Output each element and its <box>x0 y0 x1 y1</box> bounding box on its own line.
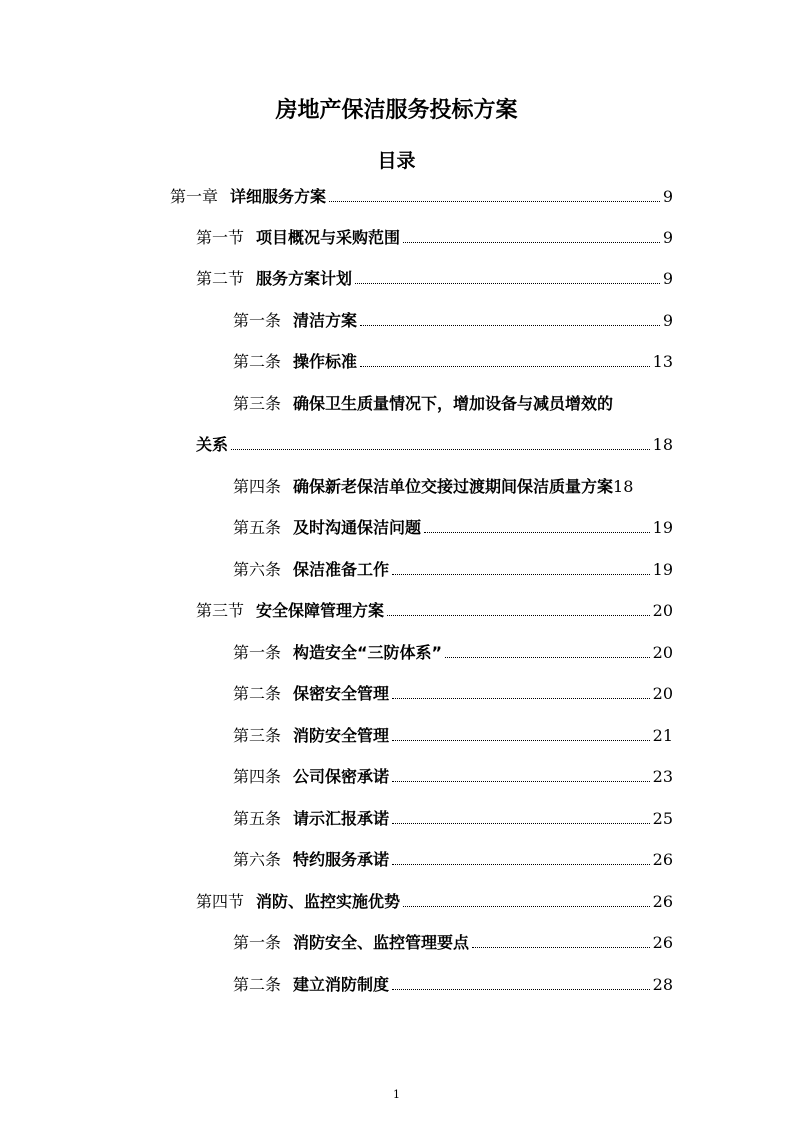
toc-entry-label: 建立消防制度 <box>293 975 390 994</box>
toc-leader-dots <box>360 366 650 367</box>
toc-entry-page: 19 <box>652 518 673 537</box>
toc-leader-dots <box>329 201 660 202</box>
toc-entry-page: 26 <box>652 892 673 911</box>
toc-entry-label: 消防安全、监控管理要点 <box>293 933 470 952</box>
toc-entry-section-4[interactable] <box>196 889 673 915</box>
toc-entry-page: 19 <box>652 560 673 579</box>
toc-leader-dots <box>445 657 650 658</box>
toc-entry-number: 第一条 <box>233 933 282 952</box>
toc-entry-label: 确保卫生质量情况下，增加设备与减员增效的 <box>293 394 614 413</box>
toc-entry-page: 18 <box>652 435 673 454</box>
toc-leader-dots <box>403 906 650 907</box>
toc-entry-number: 第一章 <box>170 187 219 206</box>
toc-entry-label: 消防安全管理 <box>293 726 390 745</box>
toc-leader-dots <box>424 532 650 533</box>
toc-leader-dots <box>360 325 660 326</box>
toc-entry-label: 确保新老保洁单位交接过渡期间保洁质量方案 <box>293 477 614 496</box>
toc-leader-dots <box>392 781 650 782</box>
toc-entry-article[interactable] <box>233 847 673 873</box>
toc-entry-page: 9 <box>662 187 673 206</box>
toc-entry-number: 第二条 <box>233 975 282 994</box>
toc-entry-label: 构造安全“三防体系” <box>293 643 443 662</box>
toc-leader-dots <box>355 283 660 284</box>
toc-leader-dots <box>231 449 650 450</box>
toc-leader-dots <box>392 823 650 824</box>
toc-entry-article[interactable] <box>233 474 693 500</box>
page-number: 1 <box>393 1088 400 1101</box>
toc-entry-article[interactable] <box>233 764 673 790</box>
toc-leader-dots <box>392 574 650 575</box>
toc-entry-chapter-1[interactable] <box>170 184 673 210</box>
toc-heading: 目录 <box>377 150 416 172</box>
toc-entry-continuation[interactable] <box>196 432 673 458</box>
toc-entry-number: 第三节 <box>196 601 245 620</box>
toc-entry-number: 第四条 <box>233 767 282 786</box>
toc-entry-section-1[interactable] <box>196 225 673 251</box>
toc-entry-page: 26 <box>652 850 673 869</box>
toc-entry-label: 项目概况与采购范围 <box>256 228 401 247</box>
toc-leader-dots <box>392 740 650 741</box>
toc-entry-label: 公司保密承诺 <box>293 767 390 786</box>
toc-entry-page: 23 <box>652 767 673 786</box>
toc-entry-label: 请示汇报承诺 <box>293 809 390 828</box>
toc-entry-page: 20 <box>652 643 673 662</box>
toc-entry-number: 第一条 <box>233 643 282 662</box>
toc-entry-page: 18 <box>613 477 634 496</box>
toc-leader-dots <box>387 615 650 616</box>
toc-entry-page: 25 <box>652 809 673 828</box>
toc-entry-number: 第六条 <box>233 560 282 579</box>
toc-entry-label: 详细服务方案 <box>230 187 327 206</box>
toc-entry-number: 第五条 <box>233 518 282 537</box>
toc-entry-article[interactable] <box>233 640 673 666</box>
toc-entry-page: 20 <box>652 601 673 620</box>
toc-entry-article[interactable] <box>233 515 673 541</box>
toc-entry-number: 第四条 <box>233 477 282 496</box>
toc-entry-number: 第六条 <box>233 850 282 869</box>
toc-leader-dots <box>403 242 660 243</box>
toc-entry-number: 第三条 <box>233 394 282 413</box>
toc-entry-page: 9 <box>662 269 673 288</box>
toc-entry-label: 服务方案计划 <box>256 269 353 288</box>
toc-entry-number: 第五条 <box>233 809 282 828</box>
toc-entry-number: 第一条 <box>233 311 282 330</box>
toc-entry-number: 第三条 <box>233 726 282 745</box>
toc-entry-label: 消防、监控实施优势 <box>256 892 401 911</box>
toc-entry-number: 第二条 <box>233 352 282 371</box>
toc-leader-dots <box>392 989 650 990</box>
toc-entry-label-continued: 关系 <box>196 435 229 454</box>
toc-entry-number: 第一节 <box>196 228 245 247</box>
toc-entry-page: 9 <box>662 311 673 330</box>
toc-entry-page: 9 <box>662 228 673 247</box>
toc-entry-article[interactable] <box>233 349 673 375</box>
toc-entry-article[interactable] <box>233 930 673 956</box>
toc-entry-label: 安全保障管理方案 <box>256 601 385 620</box>
toc-entry-section-3[interactable] <box>196 598 673 624</box>
toc-leader-dots <box>392 864 650 865</box>
toc-entry-label: 及时沟通保洁问题 <box>293 518 422 537</box>
toc-leader-dots <box>472 947 650 948</box>
toc-entry-article[interactable] <box>233 557 673 583</box>
toc-entry-page: 26 <box>652 933 673 952</box>
toc-entry-page: 20 <box>652 684 673 703</box>
toc-entry-article[interactable] <box>233 806 673 832</box>
toc-entry-label: 清洁方案 <box>293 311 358 330</box>
toc-leader-dots <box>392 698 650 699</box>
toc-entry-label: 操作标准 <box>293 352 358 371</box>
toc-entry-page: 21 <box>652 726 673 745</box>
toc-entry-article[interactable] <box>233 723 673 749</box>
toc-entry-article[interactable] <box>233 681 673 707</box>
toc-entry-number: 第二条 <box>233 684 282 703</box>
toc-entry-label: 保洁准备工作 <box>293 560 390 579</box>
toc-entry-page: 28 <box>652 975 673 994</box>
toc-entry-page: 13 <box>652 352 673 371</box>
document-title: 房地产保洁服务投标方案 <box>275 98 518 123</box>
toc-entry-number: 第二节 <box>196 269 245 288</box>
toc-entry-article[interactable] <box>233 972 673 998</box>
toc-entry-section-2[interactable] <box>196 266 673 292</box>
toc-entry-article[interactable] <box>233 308 673 334</box>
toc-entry-label: 特约服务承诺 <box>293 850 390 869</box>
toc-entry-label: 保密安全管理 <box>293 684 390 703</box>
toc-entry-article-wrapped[interactable] <box>233 391 693 417</box>
toc-entry-number: 第四节 <box>196 892 245 911</box>
